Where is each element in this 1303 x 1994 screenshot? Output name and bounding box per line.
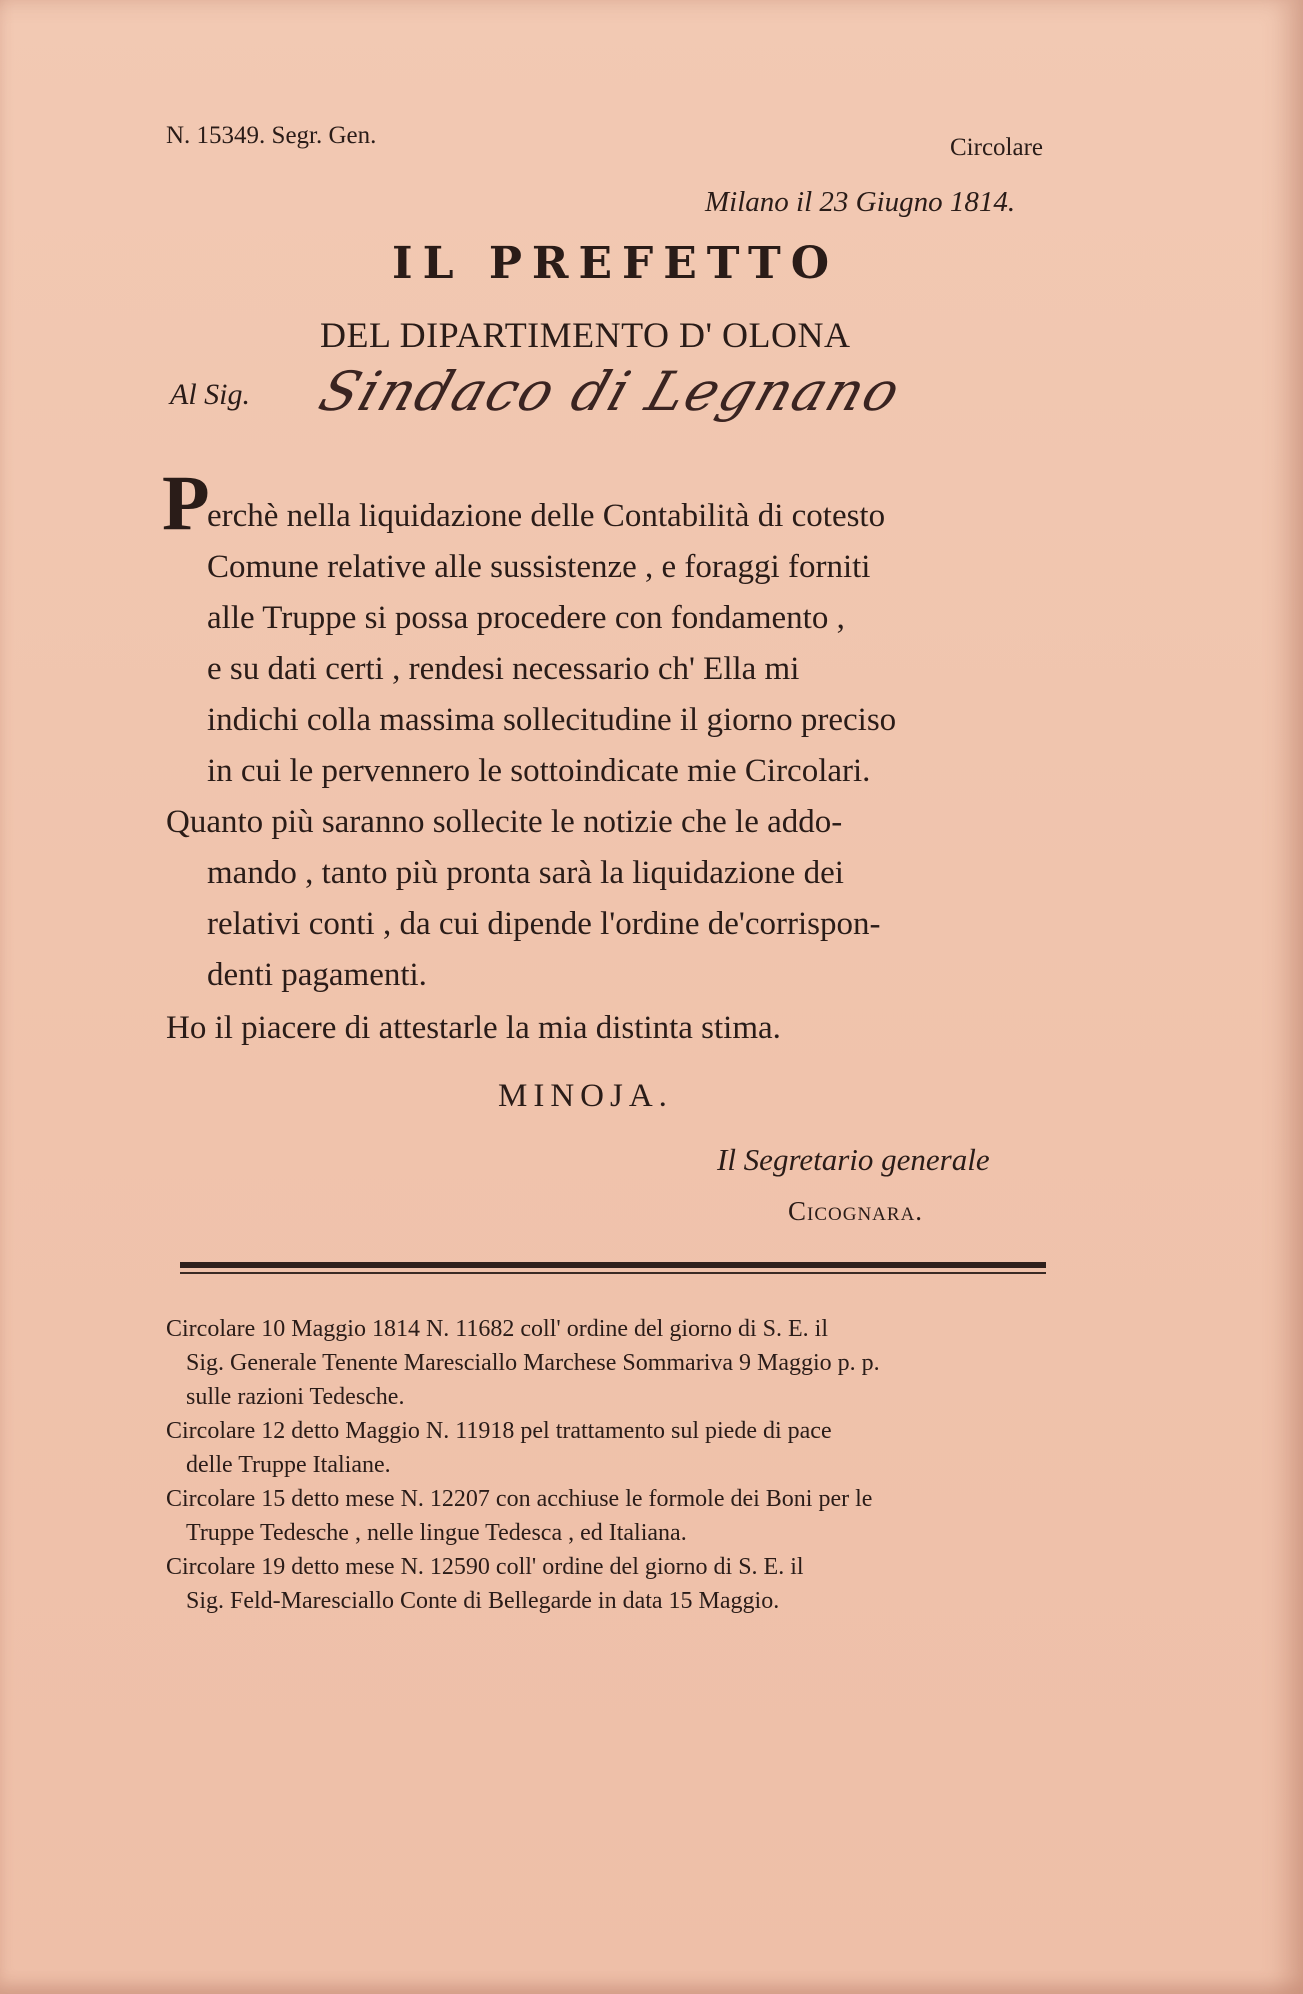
footnote-line: Sig. Generale Tenente Maresciallo Marchese Sommariva 9 Maggio p. p. [186, 1350, 880, 1376]
prefect-signature: MINOJA. [498, 1078, 673, 1114]
footnote-line: Sig. Feld-Maresciallo Conte di Bellegarde in data 15 Maggio. [186, 1588, 780, 1614]
body-line: Comune relative alle sussistenze , e foraggi forniti [207, 549, 871, 585]
footnote-line: Circolare 15 detto mese N. 12207 con acchiuse le formole dei Boni per le [166, 1486, 873, 1512]
footnote-line: Circolare 10 Maggio 1814 N. 11682 coll' ordine del giorno di S. E. il [166, 1316, 829, 1342]
drop-cap: P [162, 459, 210, 546]
secretary-name: Cicognara. [788, 1196, 924, 1226]
footnote-line: Circolare 12 detto Maggio N. 11918 pel trattamento sul piede di pace [166, 1418, 832, 1444]
body-line: indichi colla massima sollecitudine il giorno preciso [207, 702, 897, 738]
document-type: Circolare [950, 134, 1044, 161]
document-number: N. 15349. Segr. Gen. [166, 122, 377, 149]
body-line: alle Truppe si possa procedere con fondamento , [207, 600, 845, 636]
handwritten-addressee: Sindaco di Legnano [311, 360, 910, 423]
body-line: e su dati certi , rendesi necessario ch' Ella mi [207, 651, 800, 687]
page-subtitle: DEL DIPARTIMENTO D' OLONA [320, 315, 851, 355]
footnote-line: Truppe Tedesche , nelle lingue Tedesca , ed Italiana. [186, 1520, 687, 1546]
body-line: denti pagamenti. [207, 957, 427, 993]
footnote-line: delle Truppe Italiane. [186, 1452, 391, 1478]
footnote-line: Circolare 19 detto mese N. 12590 coll' ordine del giorno di S. E. il [166, 1554, 804, 1580]
secretary-title: Il Segretario generale [717, 1142, 990, 1177]
footnote-line: sulle razioni Tedesche. [186, 1384, 405, 1410]
body-line: erchè nella liquidazione delle Contabilità di cotesto [207, 498, 886, 534]
addressee-prefix: Al Sig. [170, 378, 250, 411]
body-line: Ho il piacere di attestarle la mia distinta stima. [166, 1010, 781, 1046]
body-line: mando , tanto più pronta sarà la liquidazione dei [207, 855, 844, 891]
body-line: Quanto più saranno sollecite le notizie che le addo- [166, 804, 843, 840]
divider-thin [180, 1272, 1046, 1274]
body-line: in cui le pervennero le sottoindicate mie Circolari. [207, 753, 871, 789]
page-title: IL PREFETTO [392, 238, 840, 289]
divider-thick [180, 1262, 1046, 1268]
place-date: Milano il 23 Giugno 1814. [705, 186, 1016, 218]
body-line: relativi conti , da cui dipende l'ordine de'corrispon- [207, 906, 881, 942]
